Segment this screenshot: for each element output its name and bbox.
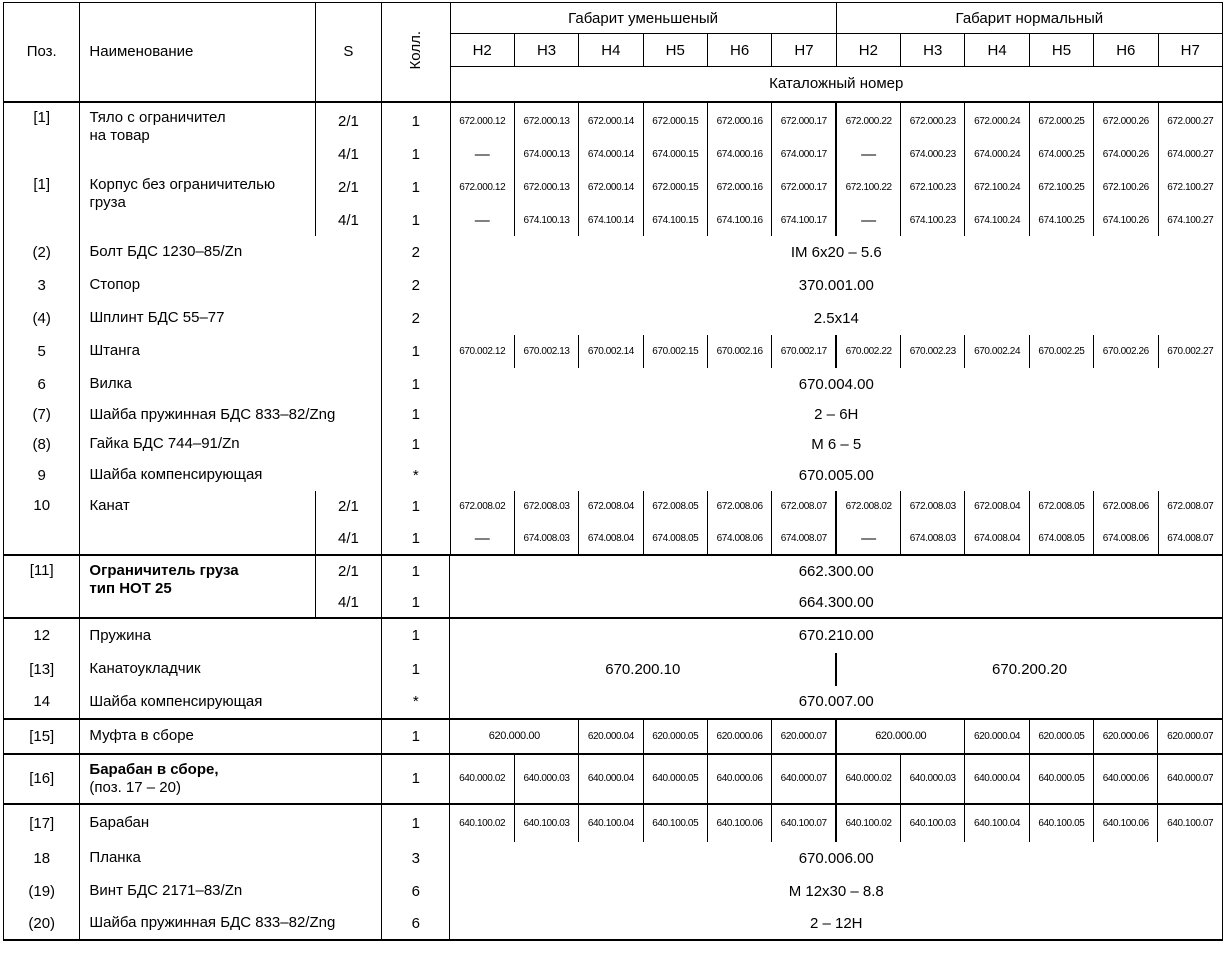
catalog-number: 672.008.04	[965, 491, 1029, 523]
pos-cell: 12	[4, 618, 80, 653]
catalog-number: 640.000.03	[900, 754, 964, 804]
qty-cell: 1	[382, 653, 450, 686]
pos-cell: (19)	[4, 875, 80, 908]
qty-cell: 2	[382, 236, 450, 269]
table-row	[4, 429, 1223, 460]
header-qty: Колл.	[382, 3, 450, 102]
pos-cell: 18	[4, 842, 80, 875]
catalog-value: 2.5x14	[450, 302, 1222, 335]
catalog-number: 670.002.27	[1158, 335, 1223, 368]
catalog-number: 672.100.23	[901, 170, 965, 206]
catalog-number: 672.000.16	[707, 170, 771, 206]
name-line-2: на товар	[89, 126, 150, 144]
catalog-number: 640.000.05	[1029, 754, 1093, 804]
catalog-number: 640.000.04	[965, 754, 1029, 804]
name-cell	[80, 754, 382, 804]
name-line-1: Корпус без ограничителью	[89, 175, 276, 193]
catalog-value: 664.300.00	[450, 588, 1223, 618]
catalog-number: 640.000.02	[836, 754, 900, 804]
table-row	[4, 460, 1223, 491]
catalog-number: 672.100.22	[836, 170, 900, 206]
catalog-number: 640.000.03	[514, 754, 578, 804]
catalog-number: 670.002.17	[772, 335, 836, 368]
pos-cell: [17]	[4, 804, 80, 842]
s-cell: 2/1	[315, 170, 381, 206]
catalog-number: 674.100.15	[643, 206, 707, 236]
catalog-number: 674.008.07	[1158, 523, 1223, 555]
qty-cell: 1	[382, 556, 450, 588]
catalog-number: 672.100.27	[1158, 170, 1223, 206]
name-cell: Шайба компенсирующая	[89, 466, 263, 483]
header-group-normal: Габарит нормальный	[836, 3, 1222, 34]
catalog-number: 640.000.07	[1158, 754, 1223, 804]
catalog-number: 670.002.12	[450, 335, 514, 368]
qty-cell: 1	[382, 103, 450, 140]
catalog-number: 672.000.13	[514, 170, 578, 206]
header-h3: H3	[514, 34, 578, 67]
pos-cell: [15]	[4, 719, 80, 754]
catalog-value: M 6 – 5	[450, 429, 1222, 460]
catalog-number: 620.000.04	[579, 719, 643, 754]
table-row	[4, 875, 1223, 908]
pos-cell: [1]	[4, 170, 80, 236]
catalog-number: 620.000.07	[1158, 719, 1223, 754]
catalog-number: 672.000.22	[836, 103, 900, 140]
catalog-number: 672.000.14	[579, 170, 643, 206]
catalog-number: 640.100.03	[514, 804, 578, 842]
catalog-number: 640.000.06	[1094, 754, 1158, 804]
catalog-number: 674.008.05	[1029, 523, 1093, 555]
table-row	[4, 302, 1223, 335]
catalog-number: 672.008.07	[1158, 491, 1223, 523]
pos-cell: (20)	[4, 908, 80, 940]
header-name: Наименование	[80, 3, 315, 102]
catalog-number: 674.100.24	[965, 206, 1029, 236]
parts-table-section-1	[3, 103, 1223, 556]
pos-cell: (7)	[4, 401, 80, 429]
qty-cell: 1	[382, 429, 450, 460]
qty-cell: 1	[382, 401, 450, 429]
name-cell	[80, 170, 315, 236]
header-s: S	[315, 3, 381, 102]
catalog-number: 620.000.05	[643, 719, 707, 754]
s-cell: 2/1	[315, 556, 381, 588]
qty-cell: *	[382, 686, 450, 719]
catalog-value-reduced: 670.200.10	[450, 653, 836, 686]
catalog-number: 640.000.06	[707, 754, 771, 804]
s-cell: 2/1	[315, 103, 381, 140]
catalog-number: 672.000.17	[772, 170, 836, 206]
catalog-number: 674.008.06	[707, 523, 771, 555]
catalog-number: 674.100.27	[1158, 206, 1223, 236]
name-cell: Винт БДС 2171–83/Zn	[89, 882, 243, 899]
header-h5: H5	[643, 34, 707, 67]
catalog-value: 2 – 6H	[450, 401, 1222, 429]
catalog-number: 674.100.17	[772, 206, 836, 236]
catalog-number: 640.100.07	[772, 804, 836, 842]
name-line-2: (поз. 17 – 20)	[89, 778, 181, 796]
catalog-number: —	[450, 206, 514, 236]
name-line-1: Ограничитель груза	[89, 561, 239, 579]
header-h2: H2	[450, 34, 514, 67]
pos-cell: (8)	[4, 429, 80, 460]
catalog-number: —	[836, 206, 900, 236]
name-cell: Гайка БДС 744–91/Zn	[89, 435, 240, 452]
table-row	[4, 335, 1223, 368]
catalog-number: 672.000.17	[772, 103, 836, 140]
catalog-number: 674.008.05	[643, 523, 707, 555]
catalog-number: 670.002.15	[643, 335, 707, 368]
pos-cell: [1]	[4, 103, 80, 170]
catalog-number: 674.000.24	[965, 140, 1029, 170]
catalog-number: 640.100.02	[450, 804, 514, 842]
header-h7: H7	[772, 34, 836, 67]
catalog-number: 672.008.02	[450, 491, 514, 523]
catalog-number: 640.100.05	[643, 804, 707, 842]
pos-cell: 6	[4, 368, 80, 401]
catalog-value: IM 6x20 – 5.6	[450, 236, 1222, 269]
catalog-number: 620.000.00	[450, 719, 579, 754]
qty-cell: 1	[382, 618, 450, 653]
qty-cell: 1	[382, 719, 450, 754]
catalog-number: 674.008.07	[772, 523, 836, 555]
pos-cell: 14	[4, 686, 80, 719]
pos-cell: 9	[4, 460, 80, 491]
header-h6: H6	[1094, 34, 1158, 67]
catalog-number: 674.000.15	[643, 140, 707, 170]
name-cell: Болт БДС 1230–85/Zn	[89, 243, 243, 260]
catalog-number: 620.000.06	[707, 719, 771, 754]
catalog-number: 674.100.26	[1094, 206, 1158, 236]
name-cell	[80, 103, 315, 170]
qty-cell: 2	[382, 269, 450, 302]
qty-cell: 1	[382, 804, 450, 842]
catalog-number: 674.008.03	[901, 523, 965, 555]
catalog-number: 672.000.14	[579, 103, 643, 140]
name-cell: Муфта в сборе	[80, 719, 382, 754]
table-row	[4, 103, 1223, 140]
name-cell: Канатоукладчик	[89, 660, 201, 677]
name-cell: Канат	[80, 491, 315, 555]
pos-cell: [11]	[4, 556, 80, 618]
name-cell: Барабан	[89, 814, 150, 831]
catalog-number: 640.100.06	[1094, 804, 1158, 842]
catalog-number: 672.100.26	[1094, 170, 1158, 206]
catalog-number: 674.008.03	[514, 523, 578, 555]
catalog-value: 670.210.00	[450, 618, 1223, 653]
catalog-number: 672.008.05	[1029, 491, 1093, 523]
catalog-number: 674.100.23	[901, 206, 965, 236]
qty-cell: 1	[382, 523, 450, 555]
catalog-number: 640.100.07	[1158, 804, 1223, 842]
catalog-number: 674.008.06	[1094, 523, 1158, 555]
catalog-number: 674.000.23	[901, 140, 965, 170]
catalog-number: 640.100.06	[707, 804, 771, 842]
qty-cell: 1	[382, 170, 450, 206]
qty-cell: 2	[382, 302, 450, 335]
catalog-number: 620.000.00	[836, 719, 965, 754]
name-line-2: груза	[89, 193, 126, 211]
catalog-number: 674.000.26	[1094, 140, 1158, 170]
name-line-1: Тяло с ограничител	[89, 108, 226, 126]
catalog-number: 672.000.12	[450, 170, 514, 206]
header-h7: H7	[1158, 34, 1223, 67]
catalog-number: 620.000.05	[1029, 719, 1093, 754]
catalog-number: 670.002.14	[579, 335, 643, 368]
name-cell: Вилка	[89, 375, 132, 392]
catalog-number: 670.002.13	[514, 335, 578, 368]
table-row	[4, 686, 1223, 719]
s-cell: 4/1	[315, 523, 381, 555]
catalog-number: 672.000.15	[643, 103, 707, 140]
table-row	[4, 269, 1223, 302]
catalog-number: 674.100.14	[579, 206, 643, 236]
table-row	[4, 170, 1223, 206]
parts-table-section-2	[3, 556, 1223, 941]
name-line-1: Барабан в сборе,	[89, 760, 219, 778]
catalog-value: 670.004.00	[450, 368, 1222, 401]
qty-cell: 1	[382, 754, 450, 804]
catalog-value: 370.001.00	[450, 269, 1222, 302]
qty-cell: 1	[382, 368, 450, 401]
header-h4: H4	[965, 34, 1029, 67]
table-row	[4, 556, 1223, 588]
qty-cell: 1	[382, 206, 450, 236]
header-h4: H4	[579, 34, 643, 67]
catalog-number: 674.100.25	[1029, 206, 1093, 236]
name-line-2: тип НОТ 25	[89, 579, 172, 597]
qty-cell: *	[382, 460, 450, 491]
catalog-number: 672.000.23	[901, 103, 965, 140]
catalog-number: 670.002.24	[965, 335, 1029, 368]
header-pos: Поз.	[4, 3, 80, 102]
name-cell: Шплинт БДС 55–77	[89, 309, 225, 326]
catalog-number: 670.002.16	[707, 335, 771, 368]
table-row	[4, 401, 1223, 429]
qty-cell: 6	[382, 875, 450, 908]
s-cell: 2/1	[315, 491, 381, 523]
header-group-reduced: Габарит уменьшеный	[450, 3, 836, 34]
catalog-number: 674.000.25	[1029, 140, 1093, 170]
catalog-value: M 12x30 – 8.8	[450, 875, 1223, 908]
catalog-number: 674.000.27	[1158, 140, 1223, 170]
parts-table	[3, 2, 1223, 103]
catalog-number: 674.000.16	[707, 140, 771, 170]
table-row	[4, 908, 1223, 940]
catalog-number: 672.000.24	[965, 103, 1029, 140]
catalog-number: 674.100.13	[514, 206, 578, 236]
catalog-number: 640.000.05	[643, 754, 707, 804]
catalog-number: 674.000.13	[514, 140, 578, 170]
catalog-number: 640.100.02	[836, 804, 900, 842]
catalog-number: 640.000.04	[579, 754, 643, 804]
s-cell: 4/1	[315, 588, 381, 618]
header-h6: H6	[707, 34, 771, 67]
table-row	[4, 236, 1223, 269]
catalog-number: 672.008.06	[707, 491, 771, 523]
qty-cell: 1	[382, 588, 450, 618]
catalog-number: 640.000.07	[772, 754, 836, 804]
pos-cell: [13]	[4, 653, 80, 686]
catalog-value: 670.006.00	[450, 842, 1223, 875]
catalog-number: —	[836, 140, 900, 170]
qty-cell: 6	[382, 908, 450, 940]
catalog-number: 674.100.16	[707, 206, 771, 236]
qty-cell: 1	[382, 140, 450, 170]
pos-cell: 10	[4, 491, 80, 555]
catalog-number: 672.008.02	[836, 491, 900, 523]
name-cell: Стопор	[89, 276, 141, 293]
header-h3: H3	[901, 34, 965, 67]
catalog-number: 672.100.25	[1029, 170, 1093, 206]
catalog-number: 640.100.03	[900, 804, 964, 842]
catalog-number: 672.000.26	[1094, 103, 1158, 140]
catalog-number: 672.000.25	[1029, 103, 1093, 140]
catalog-number: 670.002.26	[1094, 335, 1158, 368]
catalog-number: —	[836, 523, 900, 555]
catalog-number: 674.000.14	[579, 140, 643, 170]
catalog-number: 672.008.03	[514, 491, 578, 523]
name-cell: Планка	[89, 849, 141, 866]
catalog-number: 672.000.12	[450, 103, 514, 140]
table-row	[4, 368, 1223, 401]
pos-cell: [16]	[4, 754, 80, 804]
catalog-number: 672.008.07	[772, 491, 836, 523]
name-cell: Шайба пружинная БДС 833–82/Zng	[80, 908, 382, 940]
catalog-number: 640.100.04	[579, 804, 643, 842]
header-h2: H2	[836, 34, 900, 67]
pos-cell: 3	[4, 269, 80, 302]
s-cell: 4/1	[315, 206, 381, 236]
catalog-number: 672.000.27	[1158, 103, 1223, 140]
s-cell: 4/1	[315, 140, 381, 170]
catalog-value-normal: 670.200.20	[836, 653, 1222, 686]
catalog-number: —	[450, 140, 514, 170]
catalog-number: 672.000.16	[707, 103, 771, 140]
pos-cell: 5	[4, 335, 80, 368]
table-row	[4, 618, 1223, 653]
catalog-number: 672.008.06	[1094, 491, 1158, 523]
header-catalog: Каталожный номер	[450, 67, 1223, 102]
pos-cell: (4)	[4, 302, 80, 335]
catalog-number: 672.008.03	[901, 491, 965, 523]
catalog-value: 662.300.00	[450, 556, 1223, 588]
table-row	[4, 804, 1223, 842]
header-h5: H5	[1029, 34, 1093, 67]
catalog-number: 670.002.22	[836, 335, 900, 368]
catalog-number: 640.000.02	[450, 754, 514, 804]
catalog-value: 2 – 12H	[450, 908, 1223, 940]
pos-cell: (2)	[4, 236, 80, 269]
catalog-number: 674.008.04	[965, 523, 1029, 555]
catalog-number: 620.000.06	[1094, 719, 1158, 754]
catalog-number: 620.000.07	[772, 719, 836, 754]
table-row	[4, 491, 1223, 523]
name-cell: Шайба пружинная БДС 833–82/Zng	[89, 405, 336, 423]
catalog-number: 672.000.15	[643, 170, 707, 206]
catalog-value: 670.007.00	[450, 686, 1223, 719]
name-cell: Штанга	[89, 342, 140, 359]
name-cell: Шайба компенсирующая	[80, 686, 382, 719]
qty-cell: 3	[382, 842, 450, 875]
catalog-number: —	[450, 523, 514, 555]
table-row	[4, 754, 1223, 804]
catalog-number: 640.100.04	[965, 804, 1029, 842]
catalog-number: 672.008.04	[579, 491, 643, 523]
catalog-number: 672.000.13	[514, 103, 578, 140]
qty-cell: 1	[382, 491, 450, 523]
catalog-number: 620.000.04	[965, 719, 1029, 754]
catalog-number: 640.100.05	[1029, 804, 1093, 842]
qty-cell: 1	[382, 335, 450, 368]
catalog-number: 672.008.05	[643, 491, 707, 523]
table-row	[4, 842, 1223, 875]
catalog-number: 672.100.24	[965, 170, 1029, 206]
name-cell	[80, 556, 315, 618]
catalog-number: 670.002.25	[1029, 335, 1093, 368]
catalog-number: 674.000.17	[772, 140, 836, 170]
catalog-value: 670.005.00	[450, 460, 1222, 491]
catalog-number: 670.002.23	[901, 335, 965, 368]
name-cell: Пружина	[89, 626, 152, 644]
table-row	[4, 719, 1223, 754]
table-row	[4, 653, 1223, 686]
catalog-number: 674.008.04	[579, 523, 643, 555]
